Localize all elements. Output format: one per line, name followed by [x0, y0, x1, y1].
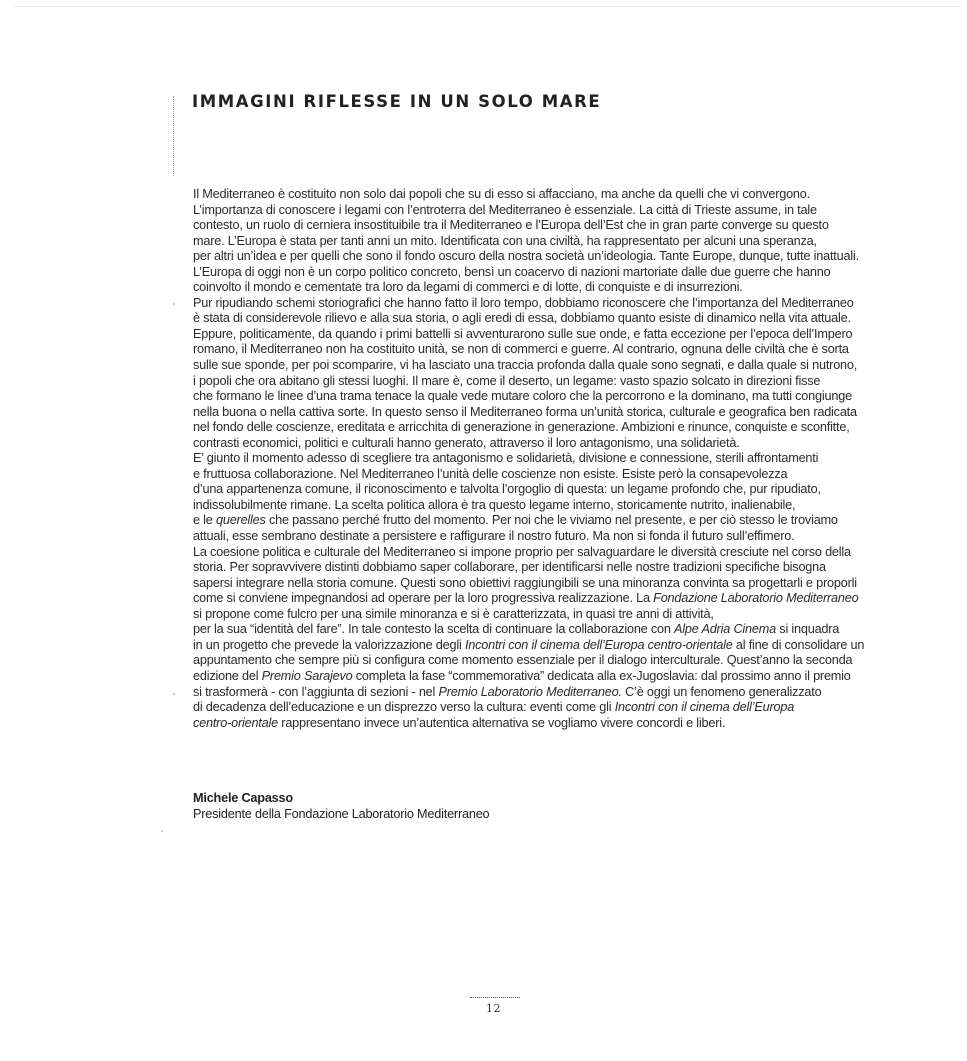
body-text-segment: edizione del	[193, 668, 262, 683]
body-line	[193, 327, 893, 343]
italic-title-text: Incontri con il cinema dell’Europa	[614, 700, 795, 715]
body-line	[193, 234, 893, 250]
body-text-segment: i popoli che ora abitano gli stessi luoghi. Il mare è, come il deserto, un legame: vasto spazio solcato in direzioni fisse	[193, 373, 821, 388]
body-line	[193, 342, 893, 358]
body-text-segment: in un progetto che prevede la valorizzazione degli	[193, 637, 465, 652]
body-line	[193, 716, 893, 732]
article-title: IMMAGINI RIFLESSE IN UN SOLO MARE	[192, 92, 602, 111]
margin-dot	[173, 693, 175, 695]
body-line	[193, 653, 893, 669]
body-text-segment: e fruttuosa collaborazione. Nel Mediterraneo l’unità delle coscienze non esiste. Esiste però la consapevolezza	[193, 466, 788, 481]
author-role: Presidente della Fondazione Laboratorio Mediterraneo	[193, 806, 490, 821]
body-line	[193, 482, 893, 498]
italic-title-text: Incontri con il cinema dell’Europa centro-orientale	[464, 637, 733, 652]
body-text-segment: si inquadra	[775, 622, 840, 637]
body-text-segment: è stata di considerevole rilievo e alla sua storia, o agli eredi di essa, dobbiamo quanto esiste di dinamico nella vita attuale.	[193, 311, 851, 326]
body-text-segment: La coesione politica e culturale del Mediterraneo si impone proprio per salvaguardare le diversità cresciute nel corso della	[193, 544, 851, 559]
margin-dot	[161, 830, 163, 832]
body-text-segment: appuntamento che sempre più si configura come momento essenziale per il dialogo interculturale. Quest’anno la seconda	[193, 653, 853, 668]
body-line	[193, 591, 893, 607]
body-line	[193, 576, 893, 592]
body-line	[193, 405, 893, 421]
body-line	[193, 529, 893, 545]
body-line	[193, 187, 893, 203]
body-text-segment: d’una appartenenza comune, il riconoscimento e talvolta l’orgoglio di questa: un legame profondo che, pur ripudiato,	[193, 482, 821, 497]
body-text-segment: che passano perché frutto del momento. Per noi che le viviamo nel presente, e per ciò stesso le troviamo	[265, 513, 838, 528]
italic-title-text: querelles	[215, 513, 266, 528]
body-text-segment: per altri un’idea e per quelli che sono il fondo oscuro della nostra società un’ideologia. Tante Europe, dunque, tutte inattuali.	[193, 249, 859, 264]
body-text-segment: Eppure, politicamente, da quando i primi battelli si avventurarono sulle sue onde, e fatta eccezione per l’epoca dell’Impero	[193, 326, 853, 341]
body-line	[193, 296, 893, 312]
body-text-segment: si propone come fulcro per una simile minoranza e si è caratterizzata, in quasi tre anni di attività,	[193, 606, 714, 621]
body-text-segment: mare. L’Europa è stata per tanti anni un mito. Identificata con una civiltà, ha rappresentato per alcuni una speranza,	[193, 233, 817, 248]
body-line	[193, 669, 893, 685]
body-text-segment: che formano le linee d’una trama tenace la quale vede mutare coloro che la percorrono e la dominano, ma tutti congiunge	[193, 389, 852, 404]
margin-dotted-guide	[173, 96, 174, 176]
body-line	[193, 280, 893, 296]
body-line	[193, 513, 893, 529]
body-text-segment: coinvolto il mondo e cementate tra loro da legami di commerci e di lotte, di conquiste e di insurrezioni.	[193, 280, 743, 295]
body-text-segment: romano, il Mediterraneo non ha costituito unità, se non di commerci e guerre. Al contrario, ognuna delle civiltà che è sorta	[193, 342, 849, 357]
page-number: 12	[486, 1002, 501, 1015]
body-text-segment: come si conviene impegnandosi ad operare per la loro progressiva realizzazione. La	[193, 591, 654, 606]
italic-title-text: Premio Laboratorio Mediterraneo.	[438, 684, 622, 699]
body-text-segment: attuali, esse sembrano destinate a persistere e raffigurare il nostro futuro. Ma non si fonda il futuro sull’effimero.	[193, 529, 795, 544]
italic-title-text: Fondazione Laboratorio Mediterraneo	[653, 591, 859, 606]
body-line	[193, 436, 893, 452]
body-line	[193, 498, 893, 514]
body-text-segment: completa la fase “commemorativa” dedicata alla ex-Jugoslavia: dal prossimo anno il premio	[352, 668, 851, 683]
body-text-segment: contrasti economici, politici e culturali hanno generato, attraverso il loro antagonismo, una solidarietà.	[193, 435, 740, 450]
body-text-segment: Pur ripudiando schemi storiografici che hanno fatto il loro tempo, dobbiamo riconoscere che l’importanza del Mediterraneo	[193, 295, 854, 310]
body-line	[193, 638, 893, 654]
body-text-segment: indissolubilmente rimane. La scelta politica allora è tra questo legame interno, storicamente nutrito, inalienabile,	[193, 497, 796, 512]
author-name: Michele Capasso	[193, 791, 293, 805]
body-line	[193, 389, 893, 405]
body-line	[193, 311, 893, 327]
folio-rule	[470, 997, 520, 998]
body-line	[193, 622, 893, 638]
body-line	[193, 560, 893, 576]
body-line	[193, 420, 893, 436]
italic-title-text: Premio Sarajevo	[261, 668, 353, 683]
body-line	[193, 218, 893, 234]
margin-dot	[173, 303, 175, 305]
body-line	[193, 545, 893, 561]
body-line	[193, 685, 893, 701]
body-text-segment: storia. Per sopravvivere distinti dobbiamo saper collaborare, per identificarsi nelle nostre tradizioni specifiche bisogna	[193, 560, 826, 575]
body-text-segment: e le	[193, 513, 216, 528]
body-line	[193, 265, 893, 281]
body-text-segment: rappresentano invece un’autentica alternativa se vogliamo vivere concordi e liberi.	[277, 715, 726, 730]
body-line	[193, 467, 893, 483]
body-line	[193, 700, 893, 716]
body-text-segment: sulle sue sponde, per poi scomparire, vi ha lasciato una traccia profonda dalla quale sono segnati, e dalla quale si nutrono,	[193, 358, 858, 373]
body-text-segment: nella buona o nella cattiva sorte. In questo senso il Mediterraneo forma un’unità storica, culturale e geografica ben radicata	[193, 404, 857, 419]
body-text-segment: si trasformerà - con l’aggiunta di sezioni - nel	[193, 684, 439, 699]
body-text-segment: E’ giunto il momento adesso di scegliere tra antagonismo e solidarietà, divisione e connessione, sterili affrontamenti	[193, 451, 819, 466]
signature-block	[193, 791, 489, 822]
body-text-segment: nel fondo delle coscienze, ereditata e arricchita di generazione in generazione. Ambizioni e rinunce, conquiste e sconfitte,	[193, 420, 850, 435]
body-text-segment: per la sua “identità del fare”. In tale contesto la scelta di continuare la collaborazione con	[193, 622, 675, 637]
body-text-segment: sapersi integrare nella storia comune. Questi sono obiettivi raggiungibili se una minoranza convinta sa progettarli e proporli	[193, 575, 857, 590]
body-line	[193, 203, 893, 219]
top-rule	[14, 6, 959, 7]
body-line	[193, 249, 893, 265]
body-text-segment: contesto, un ruolo di cerniera insostituibile tra il Mediterraneo e l’Europa dell’Est che in gran parte converge su questo	[193, 218, 829, 233]
body-text-segment: C’è oggi un fenomeno generalizzato	[621, 684, 822, 699]
body-text-segment: di decadenza dell’educazione e un disprezzo verso la cultura: eventi come gli	[193, 700, 615, 715]
italic-title-text: centro-orientale	[193, 715, 278, 730]
body-text-segment: L’importanza di conoscere i legami con l’entroterra del Mediterraneo è essenziale. La città di Trieste assume, in tale	[193, 202, 817, 217]
body-text-segment: al fine di consolidare un	[732, 637, 865, 652]
article-body	[193, 187, 893, 731]
italic-title-text: Alpe Adria Cinema	[674, 622, 776, 637]
body-line	[193, 451, 893, 467]
body-line	[193, 358, 893, 374]
body-text-segment: L’Europa di oggi non è un corpo politico concreto, bensì un coacervo di nazioni martoriate dalle due guerre che hanno	[193, 264, 831, 279]
body-line	[193, 374, 893, 390]
body-line	[193, 607, 893, 623]
body-text-segment: Il Mediterraneo è costituito non solo dai popoli che su di esso si affacciano, ma anche da quelli che vi convergono.	[193, 187, 810, 201]
